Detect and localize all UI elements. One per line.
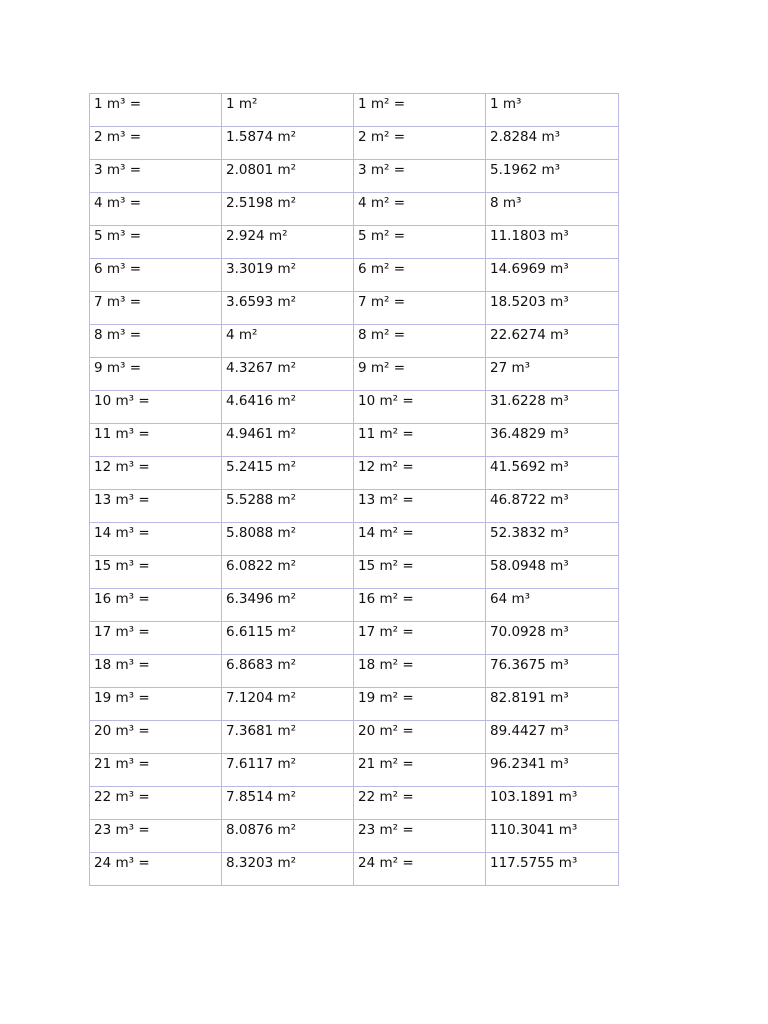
cell-text: 8.3203 m² [226, 855, 297, 871]
cell-text: 7.8514 m² [226, 789, 297, 805]
cell-text: 15 m³ = [94, 558, 150, 574]
table-row [90, 391, 619, 424]
table-cell-square-meters-input [354, 556, 486, 589]
table-cell-square-meters-result [222, 589, 354, 622]
table-cell-cubic-meters-result [486, 325, 619, 358]
cell-text: 18 m³ = [94, 657, 150, 673]
cell-text: 12 m³ = [94, 459, 150, 475]
cell-text: 21 m² = [358, 756, 414, 772]
table-cell-cubic-meters-result [486, 622, 619, 655]
table-row [90, 655, 619, 688]
cell-text: 6.3496 m² [226, 591, 297, 607]
table-cell-cubic-meters-input [90, 160, 222, 193]
table-cell-square-meters-input [354, 589, 486, 622]
table-cell-square-meters-input [354, 358, 486, 391]
table-cell-square-meters-input [354, 292, 486, 325]
table-cell-square-meters-result [222, 226, 354, 259]
cell-text: 12 m² = [358, 459, 414, 475]
table-cell-cubic-meters-input [90, 853, 222, 886]
cell-text: 6 m² = [358, 261, 406, 277]
cell-text: 2 m³ = [94, 129, 142, 145]
table-cell-cubic-meters-result [486, 589, 619, 622]
table-cell-square-meters-result [222, 127, 354, 160]
table-cell-cubic-meters-input [90, 391, 222, 424]
table-row [90, 589, 619, 622]
table-row [90, 292, 619, 325]
cell-text: 14 m³ = [94, 525, 150, 541]
table-cell-cubic-meters-result [486, 820, 619, 853]
table-cell-square-meters-result [222, 853, 354, 886]
cell-text: 7.3681 m² [226, 723, 297, 739]
table-cell-cubic-meters-result [486, 490, 619, 523]
table-cell-cubic-meters-result [486, 160, 619, 193]
cell-text: 13 m² = [358, 492, 414, 508]
table-cell-square-meters-input [354, 655, 486, 688]
table-cell-square-meters-result [222, 94, 354, 127]
table-cell-square-meters-result [222, 160, 354, 193]
table-cell-square-meters-input [354, 622, 486, 655]
cell-text: 5 m³ = [94, 228, 142, 244]
table-cell-square-meters-input [354, 391, 486, 424]
table-row [90, 853, 619, 886]
cell-text: 10 m² = [358, 393, 414, 409]
table-row [90, 787, 619, 820]
table-row [90, 721, 619, 754]
cell-text: 2.0801 m² [226, 162, 297, 178]
cell-text: 89.4427 m³ [490, 723, 569, 739]
cell-text: 24 m³ = [94, 855, 150, 871]
table-cell-cubic-meters-input [90, 622, 222, 655]
cell-text: 7 m³ = [94, 294, 142, 310]
cell-text: 8.0876 m² [226, 822, 297, 838]
cell-text: 1 m³ = [94, 96, 142, 112]
table-cell-square-meters-result [222, 325, 354, 358]
cell-text: 70.0928 m³ [490, 624, 569, 640]
table-cell-square-meters-result [222, 391, 354, 424]
cell-text: 8 m² = [358, 327, 406, 343]
cell-text: 7 m² = [358, 294, 406, 310]
cell-text: 5.8088 m² [226, 525, 297, 541]
table-cell-cubic-meters-input [90, 589, 222, 622]
cell-text: 10 m³ = [94, 393, 150, 409]
cell-text: 4.3267 m² [226, 360, 297, 376]
cell-text: 64 m³ [490, 591, 531, 607]
cell-text: 13 m³ = [94, 492, 150, 508]
table-cell-square-meters-input [354, 688, 486, 721]
table-cell-cubic-meters-result [486, 721, 619, 754]
table-cell-cubic-meters-result [486, 94, 619, 127]
table-cell-square-meters-result [222, 622, 354, 655]
table-cell-cubic-meters-result [486, 127, 619, 160]
cell-text: 3 m³ = [94, 162, 142, 178]
table-row [90, 358, 619, 391]
table-cell-cubic-meters-result [486, 655, 619, 688]
table-cell-square-meters-input [354, 94, 486, 127]
table-cell-cubic-meters-result [486, 853, 619, 886]
table-cell-square-meters-result [222, 424, 354, 457]
table-cell-square-meters-input [354, 820, 486, 853]
table-row [90, 127, 619, 160]
table-row [90, 490, 619, 523]
table-cell-cubic-meters-input [90, 424, 222, 457]
cell-text: 5.2415 m² [226, 459, 297, 475]
table-row [90, 259, 619, 292]
cell-text: 22.6274 m³ [490, 327, 569, 343]
cell-text: 14.6969 m³ [490, 261, 569, 277]
table-cell-cubic-meters-input [90, 94, 222, 127]
table-cell-square-meters-result [222, 787, 354, 820]
table-row [90, 325, 619, 358]
cell-text: 6.8683 m² [226, 657, 297, 673]
table-cell-square-meters-result [222, 358, 354, 391]
table-cell-cubic-meters-input [90, 127, 222, 160]
table-cell-square-meters-input [354, 721, 486, 754]
table-cell-cubic-meters-result [486, 226, 619, 259]
cell-text: 2.8284 m³ [490, 129, 561, 145]
cell-text: 1 m² [226, 96, 258, 112]
cell-text: 36.4829 m³ [490, 426, 569, 442]
cell-text: 7.6117 m² [226, 756, 297, 772]
table-cell-cubic-meters-input [90, 226, 222, 259]
cell-text: 14 m² = [358, 525, 414, 541]
table-cell-cubic-meters-input [90, 787, 222, 820]
table-cell-cubic-meters-input [90, 721, 222, 754]
cell-text: 3.6593 m² [226, 294, 297, 310]
table-cell-cubic-meters-input [90, 556, 222, 589]
table-cell-cubic-meters-input [90, 358, 222, 391]
table-cell-square-meters-result [222, 556, 354, 589]
cell-text: 31.6228 m³ [490, 393, 569, 409]
table-cell-cubic-meters-result [486, 424, 619, 457]
cell-text: 17 m² = [358, 624, 414, 640]
cell-text: 4 m² [226, 327, 258, 343]
cell-text: 18.5203 m³ [490, 294, 569, 310]
table-cell-square-meters-input [354, 259, 486, 292]
table-cell-cubic-meters-input [90, 292, 222, 325]
cell-text: 5.1962 m³ [490, 162, 561, 178]
table-cell-square-meters-input [354, 325, 486, 358]
cell-text: 76.3675 m³ [490, 657, 569, 673]
cell-text: 9 m³ = [94, 360, 142, 376]
table-cell-cubic-meters-result [486, 787, 619, 820]
cell-text: 23 m³ = [94, 822, 150, 838]
cell-text: 16 m³ = [94, 591, 150, 607]
cell-text: 41.5692 m³ [490, 459, 569, 475]
table-cell-cubic-meters-result [486, 193, 619, 226]
cell-text: 4.9461 m² [226, 426, 297, 442]
table-cell-cubic-meters-result [486, 259, 619, 292]
table-cell-cubic-meters-input [90, 325, 222, 358]
table-cell-square-meters-result [222, 523, 354, 556]
cell-text: 1 m² = [358, 96, 406, 112]
table-cell-square-meters-input [354, 523, 486, 556]
table-cell-square-meters-input [354, 127, 486, 160]
cell-text: 11 m³ = [94, 426, 150, 442]
table-cell-square-meters-input [354, 193, 486, 226]
cell-text: 24 m² = [358, 855, 414, 871]
table-cell-cubic-meters-result [486, 292, 619, 325]
table-cell-square-meters-input [354, 490, 486, 523]
table-cell-square-meters-result [222, 688, 354, 721]
cell-text: 1 m³ [490, 96, 522, 112]
table-row [90, 754, 619, 787]
table-cell-cubic-meters-result [486, 688, 619, 721]
table-row [90, 622, 619, 655]
table-cell-cubic-meters-input [90, 820, 222, 853]
conversion-table-body [90, 94, 619, 886]
conversion-table [89, 93, 619, 886]
table-cell-square-meters-input [354, 754, 486, 787]
cell-text: 1.5874 m² [226, 129, 297, 145]
table-cell-cubic-meters-result [486, 358, 619, 391]
cell-text: 11 m² = [358, 426, 414, 442]
table-row [90, 457, 619, 490]
cell-text: 8 m³ = [94, 327, 142, 343]
table-cell-cubic-meters-result [486, 457, 619, 490]
table-cell-square-meters-result [222, 655, 354, 688]
table-cell-cubic-meters-input [90, 688, 222, 721]
cell-text: 110.3041 m³ [490, 822, 578, 838]
cell-text: 3 m² = [358, 162, 406, 178]
cell-text: 20 m² = [358, 723, 414, 739]
table-row [90, 226, 619, 259]
table-cell-square-meters-result [222, 721, 354, 754]
table-cell-square-meters-input [354, 160, 486, 193]
table-cell-square-meters-result [222, 754, 354, 787]
cell-text: 27 m³ [490, 360, 531, 376]
cell-text: 16 m² = [358, 591, 414, 607]
cell-text: 52.3832 m³ [490, 525, 569, 541]
cell-text: 103.1891 m³ [490, 789, 578, 805]
cell-text: 117.5755 m³ [490, 855, 578, 871]
cell-text: 8 m³ [490, 195, 522, 211]
cell-text: 15 m² = [358, 558, 414, 574]
table-cell-cubic-meters-input [90, 490, 222, 523]
table-row [90, 688, 619, 721]
table-cell-square-meters-input [354, 226, 486, 259]
cell-text: 7.1204 m² [226, 690, 297, 706]
table-row [90, 94, 619, 127]
table-row [90, 523, 619, 556]
cell-text: 2.5198 m² [226, 195, 297, 211]
cell-text: 23 m² = [358, 822, 414, 838]
cell-text: 58.0948 m³ [490, 558, 569, 574]
table-cell-cubic-meters-result [486, 754, 619, 787]
table-cell-cubic-meters-input [90, 457, 222, 490]
table-row [90, 556, 619, 589]
cell-text: 4 m² = [358, 195, 406, 211]
cell-text: 22 m² = [358, 789, 414, 805]
table-cell-square-meters-input [354, 457, 486, 490]
table-row [90, 820, 619, 853]
cell-text: 21 m³ = [94, 756, 150, 772]
cell-text: 9 m² = [358, 360, 406, 376]
table-row [90, 160, 619, 193]
table-cell-square-meters-result [222, 490, 354, 523]
cell-text: 2 m² = [358, 129, 406, 145]
table-cell-cubic-meters-result [486, 556, 619, 589]
table-cell-cubic-meters-input [90, 754, 222, 787]
cell-text: 46.8722 m³ [490, 492, 569, 508]
table-cell-square-meters-result [222, 820, 354, 853]
cell-text: 4.6416 m² [226, 393, 297, 409]
cell-text: 4 m³ = [94, 195, 142, 211]
cell-text: 6 m³ = [94, 261, 142, 277]
cell-text: 19 m³ = [94, 690, 150, 706]
table-cell-square-meters-input [354, 787, 486, 820]
table-cell-square-meters-result [222, 457, 354, 490]
cell-text: 22 m³ = [94, 789, 150, 805]
table-cell-cubic-meters-input [90, 193, 222, 226]
cell-text: 3.3019 m² [226, 261, 297, 277]
cell-text: 19 m² = [358, 690, 414, 706]
table-row [90, 424, 619, 457]
cell-text: 82.8191 m³ [490, 690, 569, 706]
cell-text: 6.0822 m² [226, 558, 297, 574]
cell-text: 5 m² = [358, 228, 406, 244]
table-cell-cubic-meters-result [486, 523, 619, 556]
table-cell-square-meters-input [354, 424, 486, 457]
cell-text: 6.6115 m² [226, 624, 297, 640]
table-cell-square-meters-result [222, 259, 354, 292]
table-cell-square-meters-result [222, 292, 354, 325]
cell-text: 18 m² = [358, 657, 414, 673]
cell-text: 17 m³ = [94, 624, 150, 640]
cell-text: 5.5288 m² [226, 492, 297, 508]
cell-text: 2.924 m² [226, 228, 288, 244]
cell-text: 11.1803 m³ [490, 228, 569, 244]
table-cell-cubic-meters-input [90, 523, 222, 556]
table-cell-square-meters-input [354, 853, 486, 886]
table-cell-square-meters-result [222, 193, 354, 226]
table-cell-cubic-meters-input [90, 655, 222, 688]
table-cell-cubic-meters-result [486, 391, 619, 424]
cell-text: 96.2341 m³ [490, 756, 569, 772]
table-row [90, 193, 619, 226]
cell-text: 20 m³ = [94, 723, 150, 739]
table-cell-cubic-meters-input [90, 259, 222, 292]
